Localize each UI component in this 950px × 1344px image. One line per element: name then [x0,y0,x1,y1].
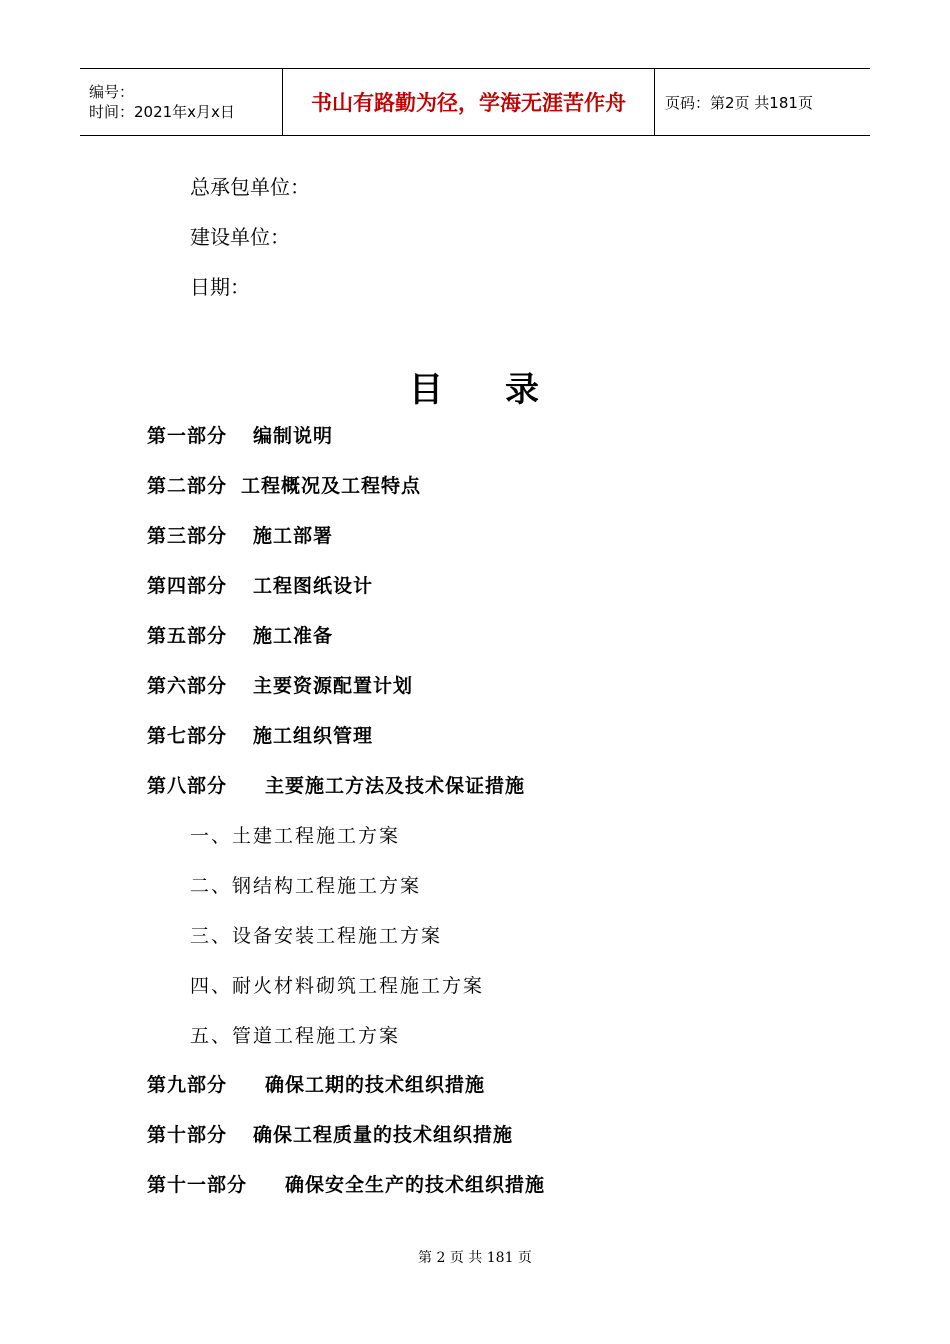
toc-entry-5 [147,621,333,648]
toc-part: 第二部分 [147,475,228,497]
toc-entry-6 [147,671,413,698]
toc-part: 第四部分 [147,575,228,597]
header-motto: 书山有路勤为径，学海无涯苦作舟 [311,91,626,115]
field-owner: 建设单位： [190,225,290,249]
page-info: 页码：第2页 共181页 [665,93,813,112]
toc-entry-11 [147,1170,545,1197]
toc-entry-4 [147,571,373,598]
toc-subentry-4: 四、耐火材料砌筑工程施工方案 [190,975,485,997]
field-date: 日期： [190,275,250,299]
toc-title-text: 主要施工方法及技术保证措施 [265,775,526,797]
header-page-info [655,69,870,135]
toc-title-text: 确保工程质量的技术组织措施 [253,1124,514,1146]
toc-part: 第七部分 [147,725,228,747]
toc-entry-10 [147,1120,513,1147]
page-footer: 第 2 页 共 181 页 [418,1250,532,1266]
header-meta [80,69,282,135]
toc-title-text: 确保安全生产的技术组织措施 [285,1174,546,1196]
toc-entry-1 [147,421,333,448]
number-label: 编号： [89,83,135,101]
toc-title-text: 编制说明 [253,425,334,447]
toc-part: 第六部分 [147,675,228,697]
toc-title-text: 施工部署 [253,525,334,547]
field-contractor: 总承包单位： [190,175,310,199]
toc-title-text: 确保工期的技术组织措施 [265,1074,486,1096]
page-header [80,68,870,136]
time-label: 时间：2021年x月x日 [89,103,235,121]
header-motto-cell [282,69,655,135]
toc-part: 第三部分 [147,525,228,547]
toc-title-text: 施工组织管理 [253,725,374,747]
toc-title-text: 主要资源配置计划 [253,675,414,697]
toc-part: 第一部分 [147,425,228,447]
toc-part: 第十部分 [147,1124,228,1146]
toc-part: 第五部分 [147,625,228,647]
toc-subentry-3: 三、设备安装工程施工方案 [190,925,443,947]
toc-subentry-2: 二、钢结构工程施工方案 [190,875,422,897]
toc-part: 第九部分 [147,1074,228,1096]
toc-entry-7 [147,721,373,748]
toc-title-text: 工程图纸设计 [253,575,374,597]
toc-entry-8 [147,771,525,798]
toc-title-left: 目 [409,370,445,410]
toc-title-text: 施工准备 [253,625,334,647]
toc-entry-9 [147,1070,485,1097]
toc-title-text: 工程概况及工程特点 [241,475,422,497]
toc-title [0,362,950,411]
toc-entry-2 [147,471,421,498]
toc-title-right: 录 [505,370,541,410]
toc-subentry-1: 一、土建工程施工方案 [190,825,401,847]
toc-part: 第十一部分 [147,1174,248,1196]
toc-subentry-5: 五、管道工程施工方案 [190,1025,401,1047]
toc-entry-3 [147,521,333,548]
toc-part: 第八部分 [147,775,228,797]
